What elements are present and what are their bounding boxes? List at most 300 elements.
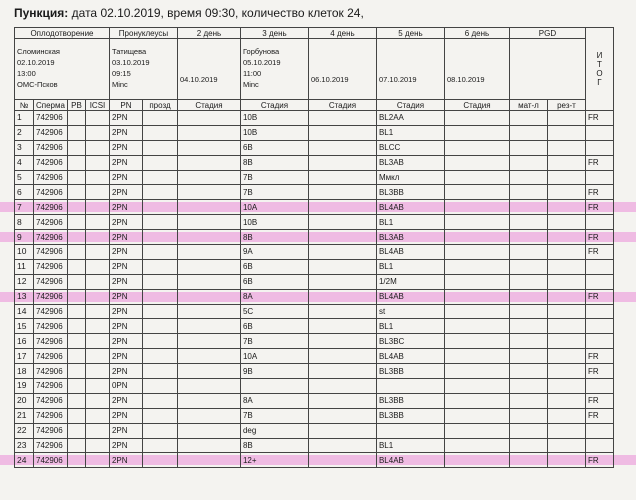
row-icsi xyxy=(85,125,109,140)
row-day4 xyxy=(308,185,376,200)
info-line: 06.10.2019 xyxy=(310,74,349,84)
row-prozd xyxy=(142,408,177,423)
row-day6 xyxy=(444,125,509,140)
row-pb xyxy=(67,304,85,319)
row-pn: 0PN xyxy=(109,379,142,394)
row-icsi xyxy=(85,200,109,215)
row-pb xyxy=(67,319,85,334)
row-day2 xyxy=(177,125,240,140)
row-day3: 10B xyxy=(240,125,308,140)
row-itog xyxy=(585,379,613,394)
row-day3: 8B xyxy=(240,155,308,170)
row-itog: FR xyxy=(585,230,613,245)
row-sperm: 742906 xyxy=(34,393,68,408)
row-mat xyxy=(509,185,547,200)
row-itog xyxy=(585,304,613,319)
row-sperm: 742906 xyxy=(34,453,68,468)
row-sperm: 742906 xyxy=(34,111,68,126)
row-day3: 7B xyxy=(240,170,308,185)
group-day6: 6 день xyxy=(444,28,509,39)
row-res xyxy=(547,185,585,200)
table-row xyxy=(15,245,614,260)
row-itog: FR xyxy=(585,245,613,260)
row-res xyxy=(547,230,585,245)
row-pb xyxy=(67,438,85,453)
table-row xyxy=(15,200,614,215)
row-itog: FR xyxy=(585,111,613,126)
row-day6 xyxy=(444,453,509,468)
row-day5: BL3BB xyxy=(376,185,444,200)
row-day2 xyxy=(177,379,240,394)
row-sperm: 742906 xyxy=(34,364,68,379)
row-day2 xyxy=(177,408,240,423)
col-day5-stage: Стадия xyxy=(376,100,444,111)
row-itog xyxy=(585,215,613,230)
row-prozd xyxy=(142,274,177,289)
row-day5: BL1 xyxy=(376,319,444,334)
row-day5: BL3BB xyxy=(376,364,444,379)
info-line: 11:00 xyxy=(242,69,262,78)
row-day6 xyxy=(444,245,509,260)
info-pgd xyxy=(509,39,585,100)
table-row xyxy=(15,230,614,245)
row-mat xyxy=(509,125,547,140)
table-row xyxy=(15,170,614,185)
row-pn: 2PN xyxy=(109,155,142,170)
row-mat xyxy=(509,140,547,155)
row-sperm: 742906 xyxy=(34,423,68,438)
row-icsi xyxy=(85,215,109,230)
row-prozd xyxy=(142,245,177,260)
row-day2 xyxy=(177,155,240,170)
row-pb xyxy=(67,185,85,200)
embryo-table xyxy=(14,27,614,468)
info-day5 xyxy=(376,39,444,100)
row-pn: 2PN xyxy=(109,185,142,200)
group-fertilization: Оплодотворение xyxy=(15,28,110,39)
col-day3-stage: Стадия xyxy=(240,100,308,111)
row-icsi xyxy=(85,259,109,274)
row-mat xyxy=(509,334,547,349)
row-day5: BL4AB xyxy=(376,453,444,468)
col-day6-stage: Стадия xyxy=(444,100,509,111)
col-material: мат-л xyxy=(509,100,547,111)
row-day4 xyxy=(308,438,376,453)
info-line: 03.10.2019 xyxy=(111,58,150,67)
table-row xyxy=(15,453,614,468)
row-prozd xyxy=(142,453,177,468)
row-mat xyxy=(509,170,547,185)
itog-letter: И xyxy=(596,51,603,60)
row-day3 xyxy=(240,379,308,394)
row-prozd xyxy=(142,438,177,453)
row-prozd xyxy=(142,379,177,394)
row-day6 xyxy=(444,111,509,126)
row-pb xyxy=(67,289,85,304)
row-pb xyxy=(67,125,85,140)
row-pb xyxy=(67,274,85,289)
row-day6 xyxy=(444,423,509,438)
row-number: 22 xyxy=(15,423,34,438)
table-row xyxy=(15,259,614,274)
row-mat xyxy=(509,111,547,126)
row-mat xyxy=(509,230,547,245)
row-mat xyxy=(509,289,547,304)
row-pb xyxy=(67,200,85,215)
row-day4 xyxy=(308,111,376,126)
row-itog xyxy=(585,125,613,140)
row-day4 xyxy=(308,274,376,289)
row-itog xyxy=(585,334,613,349)
row-mat xyxy=(509,155,547,170)
info-line: 09:15 xyxy=(111,69,131,78)
table-row xyxy=(15,393,614,408)
row-mat xyxy=(509,259,547,274)
row-res xyxy=(547,215,585,230)
row-day5: BL3AB xyxy=(376,155,444,170)
row-day3: 5C xyxy=(240,304,308,319)
row-prozd xyxy=(142,423,177,438)
row-res xyxy=(547,423,585,438)
row-day4 xyxy=(308,230,376,245)
col-number: № xyxy=(15,100,34,111)
table-row xyxy=(15,155,614,170)
row-sperm: 742906 xyxy=(34,408,68,423)
row-day2 xyxy=(177,349,240,364)
row-res xyxy=(547,319,585,334)
row-res xyxy=(547,304,585,319)
row-day2 xyxy=(177,423,240,438)
row-number: 17 xyxy=(15,349,34,364)
row-day6 xyxy=(444,215,509,230)
row-day6 xyxy=(444,274,509,289)
row-mat xyxy=(509,304,547,319)
row-sperm: 742906 xyxy=(34,155,68,170)
row-mat xyxy=(509,453,547,468)
col-day4-stage: Стадия xyxy=(308,100,376,111)
row-res xyxy=(547,259,585,274)
info-line: Татищева xyxy=(111,47,147,56)
row-day4 xyxy=(308,393,376,408)
row-number: 7 xyxy=(15,200,34,215)
col-day2-stage: Стадия xyxy=(177,100,240,111)
row-res xyxy=(547,453,585,468)
row-day5 xyxy=(376,379,444,394)
document-title xyxy=(14,6,364,20)
row-number: 24 xyxy=(15,453,34,468)
row-day6 xyxy=(444,408,509,423)
row-icsi xyxy=(85,170,109,185)
row-day4 xyxy=(308,215,376,230)
title-prefix: Пункция: xyxy=(14,6,69,20)
info-line: ОМС-Псков xyxy=(17,80,58,89)
row-number: 14 xyxy=(15,304,34,319)
row-day2 xyxy=(177,438,240,453)
row-number: 9 xyxy=(15,230,34,245)
row-itog: FR xyxy=(585,155,613,170)
row-mat xyxy=(509,349,547,364)
row-prozd xyxy=(142,170,177,185)
row-day6 xyxy=(444,289,509,304)
row-day5: 1/2M xyxy=(376,274,444,289)
row-number: 2 xyxy=(15,125,34,140)
row-day2 xyxy=(177,200,240,215)
info-line: 07.10.2019 xyxy=(378,74,417,84)
row-number: 19 xyxy=(15,379,34,394)
row-mat xyxy=(509,319,547,334)
row-pn: 2PN xyxy=(109,319,142,334)
row-pb xyxy=(67,215,85,230)
row-pn: 2PN xyxy=(109,349,142,364)
row-day4 xyxy=(308,334,376,349)
row-mat xyxy=(509,215,547,230)
title-details: дата 02.10.2019, время 09:30, количество клеток 24, xyxy=(71,6,364,20)
row-itog: FR xyxy=(585,393,613,408)
row-pn: 2PN xyxy=(109,289,142,304)
row-day3: 6B xyxy=(240,274,308,289)
row-icsi xyxy=(85,349,109,364)
row-day5: BL4AB xyxy=(376,200,444,215)
row-number: 13 xyxy=(15,289,34,304)
row-day5: BL3BB xyxy=(376,408,444,423)
row-itog xyxy=(585,170,613,185)
row-day6 xyxy=(444,230,509,245)
row-day2 xyxy=(177,453,240,468)
row-pb xyxy=(67,349,85,364)
row-pb xyxy=(67,334,85,349)
row-day6 xyxy=(444,349,509,364)
row-res xyxy=(547,408,585,423)
row-icsi xyxy=(85,245,109,260)
row-prozd xyxy=(142,140,177,155)
row-number: 16 xyxy=(15,334,34,349)
row-icsi xyxy=(85,393,109,408)
row-day5: BL4AB xyxy=(376,289,444,304)
table-row xyxy=(15,319,614,334)
row-itog xyxy=(585,259,613,274)
row-sperm: 742906 xyxy=(34,274,68,289)
row-day3: 6B xyxy=(240,319,308,334)
row-number: 21 xyxy=(15,408,34,423)
group-pgd: PGD xyxy=(509,28,585,39)
row-mat xyxy=(509,364,547,379)
row-sperm: 742906 xyxy=(34,438,68,453)
row-day2 xyxy=(177,334,240,349)
row-mat xyxy=(509,379,547,394)
row-res xyxy=(547,111,585,126)
row-sperm: 742906 xyxy=(34,349,68,364)
group-day2: 2 день xyxy=(177,28,240,39)
row-prozd xyxy=(142,259,177,274)
table-row xyxy=(15,125,614,140)
row-sperm: 742906 xyxy=(34,200,68,215)
info-line: 02.10.2019 xyxy=(17,58,55,67)
row-res xyxy=(547,393,585,408)
row-res xyxy=(547,274,585,289)
row-day4 xyxy=(308,304,376,319)
table-row xyxy=(15,364,614,379)
row-icsi xyxy=(85,274,109,289)
info-line: Горбунова xyxy=(242,47,280,56)
row-pn: 2PN xyxy=(109,304,142,319)
col-prozd: прозд xyxy=(142,100,177,111)
row-day2 xyxy=(177,304,240,319)
row-number: 5 xyxy=(15,170,34,185)
row-itog: FR xyxy=(585,185,613,200)
row-day3: 6B xyxy=(240,140,308,155)
row-number: 3 xyxy=(15,140,34,155)
row-day4 xyxy=(308,170,376,185)
table-row xyxy=(15,111,614,126)
row-mat xyxy=(509,245,547,260)
info-line: 13:00 xyxy=(17,69,36,78)
info-line: 04.10.2019 xyxy=(179,74,218,84)
row-pn: 2PN xyxy=(109,423,142,438)
row-pb xyxy=(67,393,85,408)
row-day3: 7B xyxy=(240,408,308,423)
row-pn: 2PN xyxy=(109,215,142,230)
row-number: 4 xyxy=(15,155,34,170)
row-day3: 7B xyxy=(240,185,308,200)
table-row xyxy=(15,289,614,304)
row-number: 10 xyxy=(15,245,34,260)
row-pn: 2PN xyxy=(109,393,142,408)
row-prozd xyxy=(142,111,177,126)
row-day3: deg xyxy=(240,423,308,438)
row-itog xyxy=(585,319,613,334)
row-number: 6 xyxy=(15,185,34,200)
row-pb xyxy=(67,259,85,274)
row-number: 20 xyxy=(15,393,34,408)
row-pn: 2PN xyxy=(109,438,142,453)
info-line: Сломинская xyxy=(17,47,60,56)
row-day5: BLCC xyxy=(376,140,444,155)
row-pn: 2PN xyxy=(109,140,142,155)
row-res xyxy=(547,364,585,379)
row-pn: 2PN xyxy=(109,125,142,140)
row-res xyxy=(547,155,585,170)
row-day3: 7B xyxy=(240,334,308,349)
info-line: Minc xyxy=(242,80,259,89)
row-day5: BL4AB xyxy=(376,349,444,364)
row-pb xyxy=(67,155,85,170)
row-itog: FR xyxy=(585,453,613,468)
row-prozd xyxy=(142,185,177,200)
row-mat xyxy=(509,200,547,215)
table-row xyxy=(15,408,614,423)
row-pb xyxy=(67,423,85,438)
row-day3: 8B xyxy=(240,438,308,453)
row-day3: 10B xyxy=(240,111,308,126)
row-day5: BL3BC xyxy=(376,334,444,349)
row-day3: 12+ xyxy=(240,453,308,468)
row-pb xyxy=(67,170,85,185)
row-mat xyxy=(509,393,547,408)
table-row xyxy=(15,334,614,349)
row-mat xyxy=(509,438,547,453)
row-day5: BL1 xyxy=(376,125,444,140)
row-itog xyxy=(585,274,613,289)
row-pb xyxy=(67,379,85,394)
row-itog xyxy=(585,423,613,438)
col-pb: PB xyxy=(67,100,85,111)
row-day6 xyxy=(444,379,509,394)
row-pb xyxy=(67,230,85,245)
table-row xyxy=(15,438,614,453)
group-day3: 3 день xyxy=(240,28,308,39)
row-day4 xyxy=(308,259,376,274)
row-itog: FR xyxy=(585,200,613,215)
itog-letter: О xyxy=(596,69,603,78)
row-pn: 2PN xyxy=(109,111,142,126)
row-day6 xyxy=(444,319,509,334)
row-day6 xyxy=(444,438,509,453)
row-day3: 10A xyxy=(240,200,308,215)
row-sperm: 742906 xyxy=(34,334,68,349)
row-day5 xyxy=(376,423,444,438)
row-pn: 2PN xyxy=(109,334,142,349)
row-day2 xyxy=(177,393,240,408)
row-pb xyxy=(67,111,85,126)
row-icsi xyxy=(85,155,109,170)
row-day2 xyxy=(177,319,240,334)
row-pb xyxy=(67,245,85,260)
info-day6 xyxy=(444,39,509,100)
row-pb xyxy=(67,364,85,379)
row-icsi xyxy=(85,423,109,438)
row-res xyxy=(547,379,585,394)
row-day6 xyxy=(444,140,509,155)
row-day5: BL1 xyxy=(376,259,444,274)
row-day4 xyxy=(308,140,376,155)
row-day3: 9B xyxy=(240,364,308,379)
row-pb xyxy=(67,453,85,468)
row-mat xyxy=(509,408,547,423)
row-res xyxy=(547,289,585,304)
row-res xyxy=(547,125,585,140)
row-day3: 8A xyxy=(240,289,308,304)
row-itog: FR xyxy=(585,408,613,423)
info-day2 xyxy=(177,39,240,100)
row-prozd xyxy=(142,155,177,170)
table-row xyxy=(15,379,614,394)
itog-letter: Т xyxy=(597,60,602,69)
row-res xyxy=(547,438,585,453)
row-itog: FR xyxy=(585,289,613,304)
row-pn: 2PN xyxy=(109,230,142,245)
row-number: 1 xyxy=(15,111,34,126)
row-day2 xyxy=(177,230,240,245)
row-day5: BL3AB xyxy=(376,230,444,245)
row-day5: BL3BB xyxy=(376,393,444,408)
row-number: 15 xyxy=(15,319,34,334)
row-day3: 10A xyxy=(240,349,308,364)
row-mat xyxy=(509,423,547,438)
row-day4 xyxy=(308,349,376,364)
info-day3 xyxy=(240,39,308,100)
row-prozd xyxy=(142,349,177,364)
itog-letter: Г xyxy=(597,78,602,87)
group-itog xyxy=(585,28,613,111)
row-day4 xyxy=(308,379,376,394)
row-pn: 2PN xyxy=(109,453,142,468)
info-line: 08.10.2019 xyxy=(446,74,485,84)
row-icsi xyxy=(85,408,109,423)
row-day2 xyxy=(177,185,240,200)
row-icsi xyxy=(85,140,109,155)
row-day4 xyxy=(308,364,376,379)
row-res xyxy=(547,349,585,364)
